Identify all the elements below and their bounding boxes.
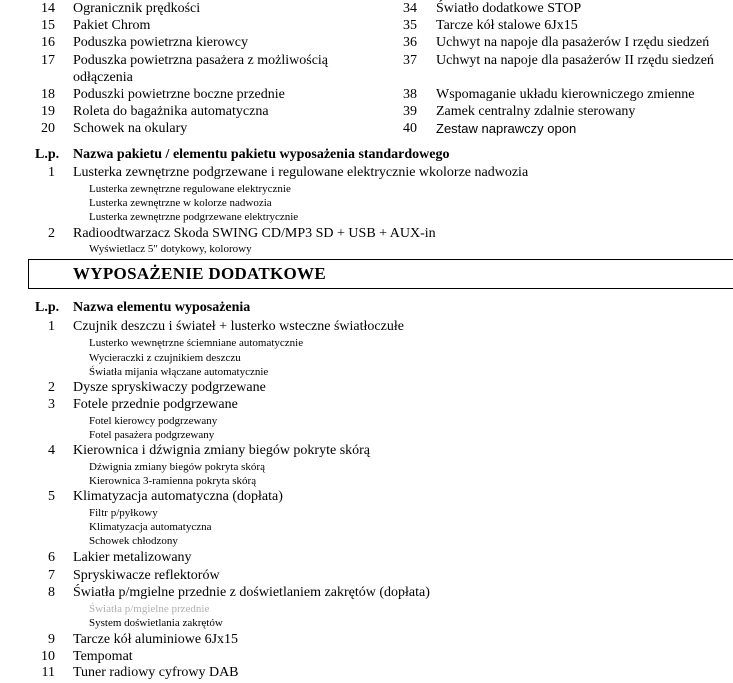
header-name: Nazwa pakietu / elementu pakietu wyposażenia standardowego <box>73 147 450 162</box>
section-title: WYPOSAŻENIE DODATKOWE <box>73 264 326 283</box>
header-lp: L.p. <box>35 300 60 315</box>
header-lp: L.p. <box>35 147 60 162</box>
header-name: Nazwa elementu wyposażenia <box>73 300 251 315</box>
